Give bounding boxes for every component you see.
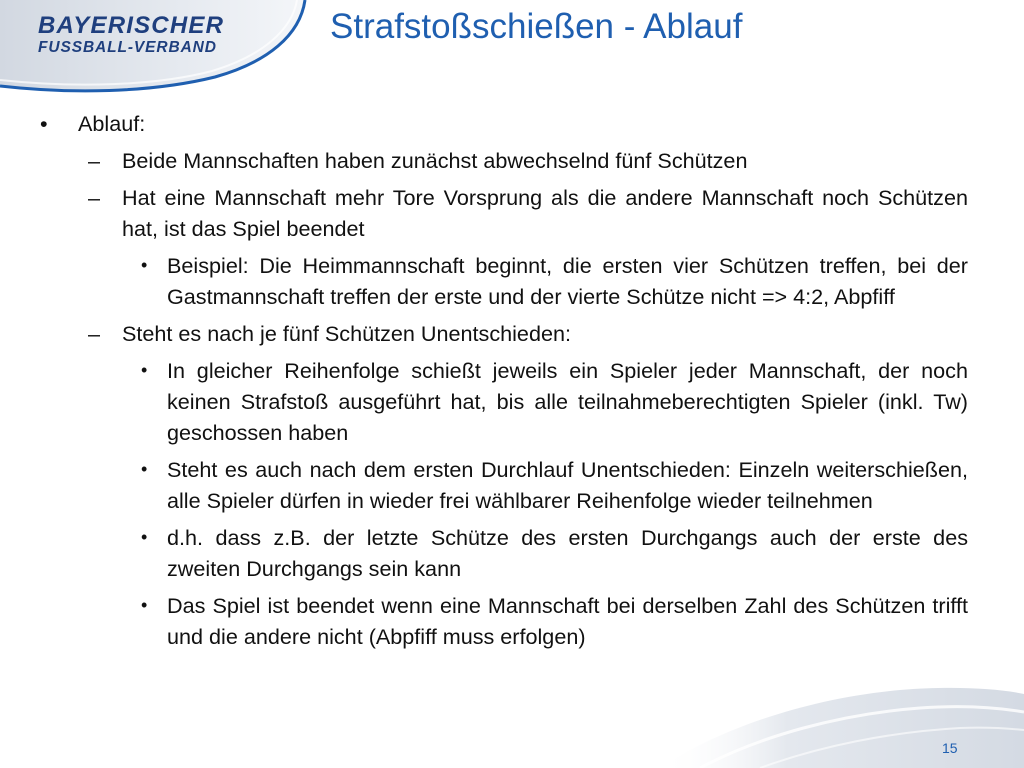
- sub-sub-bullet-item: [0, 355, 1024, 448]
- sub-bullet-item: [0, 145, 1024, 176]
- bullet-text: Ablauf:: [78, 111, 146, 136]
- sub-bullet-item: [0, 318, 1024, 349]
- sub-bullet-text: Hat eine Mannschaft mehr Tore Vorsprung als die andere Mannschaft noch Schützen hat, ist das Spiel beendet: [122, 185, 968, 241]
- bullet-marker: •: [141, 595, 148, 615]
- sub-sub-bullet-text: Beispiel: Die Heimmannschaft beginnt, die ersten vier Schützen treffen, bei der Gastmannschaft treffen der erste und der vierte Schütze nicht => 4:2, Abpfiff: [167, 253, 968, 309]
- sub-sub-bullet-item: [0, 590, 1024, 652]
- slide-content: [0, 108, 1024, 658]
- logo-line-2: FUSSBALL-VERBAND: [38, 39, 217, 56]
- bfv-logo: [38, 14, 238, 56]
- footer-swoosh-decoration: [0, 680, 1024, 768]
- sub-sub-bullet-item: [0, 250, 1024, 312]
- sub-sub-bullet-text: Steht es auch nach dem ersten Durchlauf Unentschieden: Einzeln weiterschießen, alle Spieler dürfen in wieder frei wählbarer Reihenfolge wieder teilnehmen: [167, 457, 968, 513]
- slide-title: Strafstoßschießen - Ablauf: [330, 7, 743, 46]
- bullet-marker: •: [141, 527, 148, 547]
- sub-sub-bullet-item: [0, 454, 1024, 516]
- sub-bullet-item: [0, 182, 1024, 244]
- sub-sub-bullet-text: In gleicher Reihenfolge schießt jeweils ein Spieler jeder Mannschaft, der noch keinen Strafstoß ausgeführt hat, bis alle teilnahmeberechtigten Spieler (inkl. Tw) geschossen haben: [167, 358, 968, 445]
- sub-sub-bullet-text: Das Spiel ist beendet wenn eine Mannschaft bei derselben Zahl des Schützen trifft und die andere nicht (Abpfiff muss erfolgen): [167, 593, 968, 649]
- bullet-marker: •: [40, 111, 48, 136]
- sub-sub-bullet-item: [0, 522, 1024, 584]
- sub-bullet-text: Beide Mannschaften haben zunächst abwechselnd fünf Schützen: [122, 148, 748, 173]
- page-number: 15: [942, 740, 958, 756]
- bullet-item: [0, 108, 1024, 139]
- sub-bullet-text: Steht es nach je fünf Schützen Unentschieden:: [122, 321, 571, 346]
- logo-line-1: BAYERISCHER: [38, 12, 225, 39]
- bullet-marker: •: [141, 459, 148, 479]
- dash-marker: –: [88, 321, 101, 346]
- bullet-marker: •: [141, 255, 148, 275]
- dash-marker: –: [88, 185, 101, 210]
- bullet-marker: •: [141, 360, 148, 380]
- sub-sub-bullet-text: d.h. dass z.B. der letzte Schütze des ersten Durchgangs auch der erste des zweiten Durchgangs sein kann: [167, 525, 968, 581]
- dash-marker: –: [88, 148, 101, 173]
